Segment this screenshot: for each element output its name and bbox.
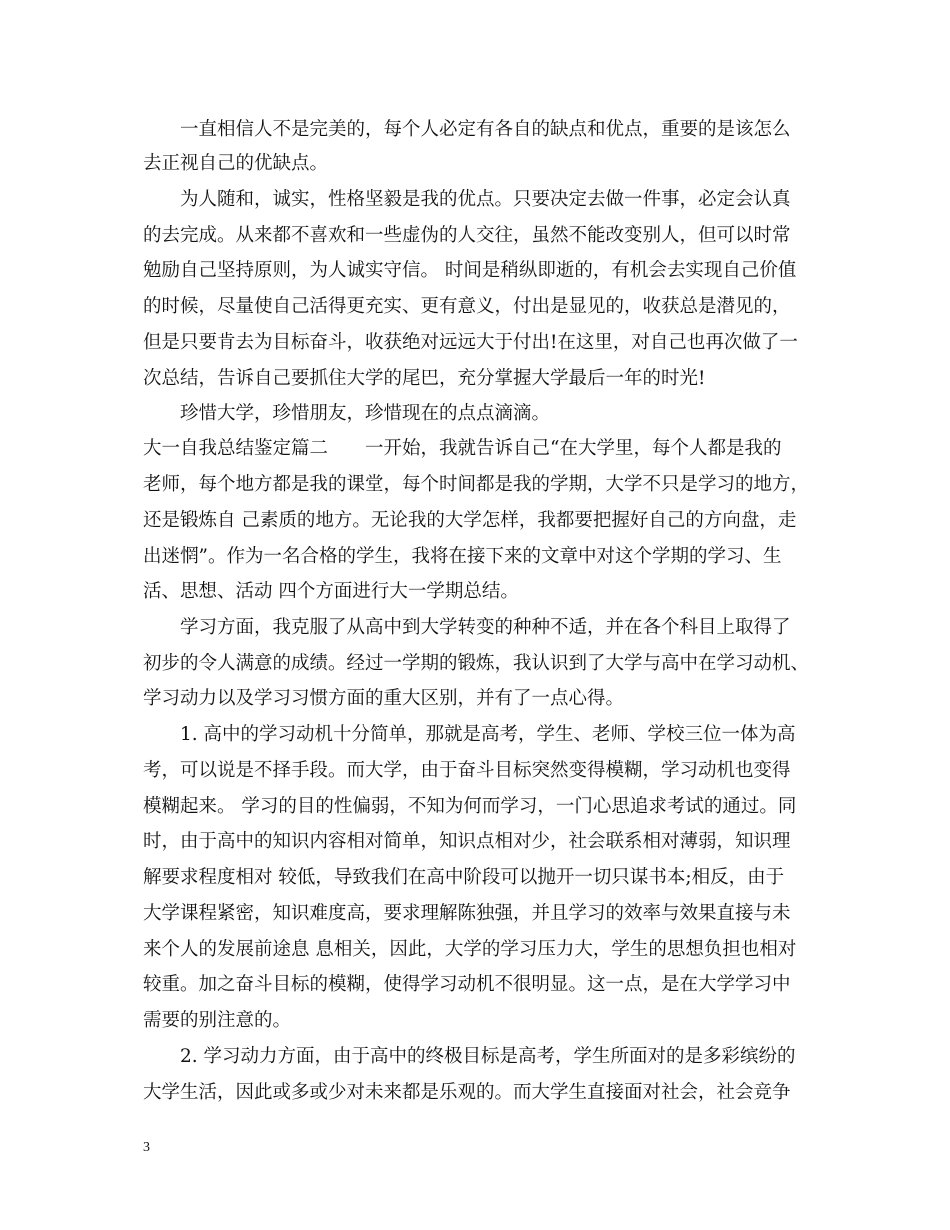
text-line: 次总结，告诉自己要抓住大学的尾巴，充分掌握大学最后一年的时光! xyxy=(143,368,706,389)
text-line: 老师，每个地方都是我的课堂，每个时间都是我的学期，大学不只是学习的地方， xyxy=(143,474,810,495)
text-line: 2. 学习动力方面，由于高中的终极目标是高考，学生所面对的是多彩缤纷的 xyxy=(180,1046,796,1067)
text-line: 为人随和，诚实，性格坚毅是我的优点。只要决定去做一件事，必定会认真 xyxy=(180,189,791,210)
text-line: 的时候，尽量使自己活得更充实、更有意义，付出是显见的，收获总是潜见的， xyxy=(143,296,791,317)
text-line: 的去完成。从来都不喜欢和一些虚伪的人交往，虽然不能改变别人，但可以时常 xyxy=(143,225,791,246)
text-line: 大学课程紧密，知识难度高，要求理解陈独强，并且学习的效率与效果直接与未 xyxy=(143,903,791,924)
text-line: 1. 高中的学习动机十分简单，那就是高考，学生、老师、学校三位一体为高 xyxy=(180,724,796,745)
text-line: 去正视自己的优缺点。 xyxy=(143,153,329,174)
text-line: 珍惜大学，珍惜朋友，珍惜现在的点点滴滴。 xyxy=(180,403,551,424)
text-line: 初步的令人满意的成绩。经过一学期的锻炼，我认识到了大学与高中在学习动机、 xyxy=(143,653,810,674)
text-line: 较重。加之奋斗目标的模糊，使得学习动机不很明显。这一点，是在大学学习中 xyxy=(143,974,791,995)
text-line: 但是只要肯去为目标奋斗，收获绝对远远大于付出!在这里，对自己也再次做了一 xyxy=(143,332,798,353)
text-line: 解要求程度相对 较低，导致我们在高中阶段可以抛开一切只谋书本;相反，由于 xyxy=(143,867,785,888)
text-line: 还是锻炼自 己素质的地方。无论我的大学怎样，我都要把握好自己的方向盘，走 xyxy=(143,510,797,531)
text-line: 模糊起来。 学习的目的性偏弱，不知为何而学习，一门心思追求考试的通过。同 xyxy=(143,796,797,817)
text-line: 大一自我总结鉴定篇二 一开始，我就告诉自己“在大学里，每个人都是我的 xyxy=(143,438,782,459)
text-line: 时，由于高中的知识内容相对简单，知识点相对少，社会联系相对薄弱，知识理 xyxy=(143,831,791,852)
text-line: 学习方面，我克服了从高中到大学转变的种种不适，并在各个科目上取得了 xyxy=(180,617,791,638)
text-line: 学习动力以及学习习惯方面的重大区别，并有了一点心得。 xyxy=(143,688,625,709)
text-line: 出迷惘”。作为一名合格的学生，我将在接下来的文章中对这个学期的学习、生 xyxy=(143,546,782,567)
text-line: 大学生活，因此或多或少对未来都是乐观的。而大学生直接面对社会，社会竞争 xyxy=(143,1082,791,1103)
text-line: 勉励自己坚持原则，为人诚实守信。 时间是稍纵即逝的，有机会去实现自己价值 xyxy=(143,260,797,281)
text-line: 来个人的发展前途息 息相关，因此，大学的学习压力大，学生的思想负担也相对 xyxy=(143,939,797,960)
page-number: 3 xyxy=(143,1140,150,1155)
text-line: 考，可以说是不择手段。而大学，由于奋斗目标突然变得模糊，学习动机也变得 xyxy=(143,760,791,781)
text-line: 一直相信人不是完美的，每个人必定有各自的缺点和优点，重要的是该怎么 xyxy=(180,119,791,140)
text-line: 活、思想、活动 四个方面进行大一学期总结。 xyxy=(143,581,519,602)
text-line: 需要的别注意的。 xyxy=(143,1010,292,1031)
